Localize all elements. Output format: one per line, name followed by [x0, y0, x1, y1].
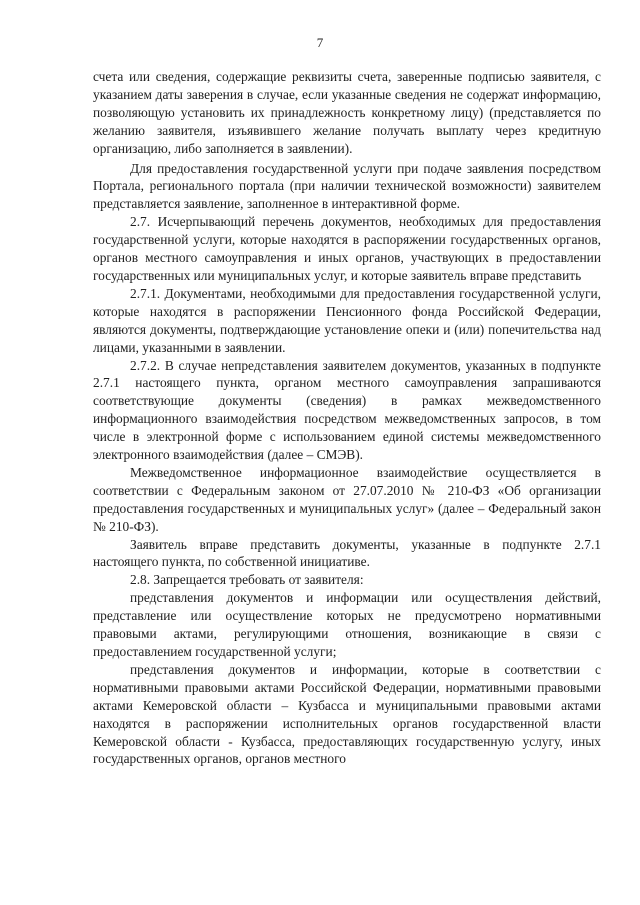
document-body	[93, 68, 601, 768]
paragraph-portal-submission: Для предоставления государственной услуги при подаче заявления посредством Портала, регионального портала (при наличии технической возможности) заявителем представляется заявление, заполненное в интерактивной форме.	[93, 160, 601, 212]
paragraph-account-details: счета или сведения, содержащие реквизиты счета, заверенные подписью заявителя, с указанием даты заверения в случае, если указанные сведения не содержат информацию, позволяющую установить их принадлежность конкретному лицу) (представляется по желанию заявителя, изъявившего желание получать выплату через кредитную организацию, либо заполняется в заявлении).	[93, 69, 601, 156]
page-number: 7	[316, 35, 324, 50]
paragraph-own-initiative: Заявитель вправе представить документы, указанные в подпункте 2.7.1 настоящего пункта, по собственной инициативе.	[93, 536, 601, 570]
paragraph-2-8-heading: 2.8. Запрещается требовать от заявителя:	[130, 572, 364, 588]
paragraph-prohibition-1: представления документов и информации или осуществления действий, представление или осуществление которых не предусмотрено нормативными правовыми актами, регулирующими отношения, возникающие в связи с предоставлением государственной услуги;	[93, 590, 601, 659]
paragraph-2-7-heading: 2.7. Исчерпывающий перечень документов, необходимых для предоставления государственной услуги, которые находятся в распоряжении государственных органов, органов местного самоуправления и иных органов, участвующих в предоставлении государственных или муниципальных услуг, и которые заявитель вправе представить	[93, 214, 601, 283]
paragraph-2-7-1: 2.7.1. Документами, необходимыми для предоставления государственной услуги, которые находятся в распоряжении Пенсионного фонда Российской Федерации, являются документы, подтверждающие установление опеки и (или) попечительства над лицами, указанными в заявлении.	[93, 285, 601, 355]
paragraph-prohibition-2: представления документов и информации, которые в соответствии с нормативными правовыми актами Российской Федерации, нормативными правовыми актами Кемеровской области – Кузбасса и муниципальными правовыми актами находятся в распоряжении исполнительных органов государственной власти Кемеровской области - Кузбасса, предоставляющих государственную услугу, иных государственных органов, органов местного	[93, 661, 601, 767]
paragraph-interagency-cooperation: Межведомственное информационное взаимодействие осуществляется в соответствии с Федеральным законом от 27.07.2010 № 210-ФЗ «Об организации предоставления государственных и муниципальных услуг» (далее – Федеральный закон № 210-ФЗ).	[93, 464, 601, 534]
paragraph-2-7-2: 2.7.2. В случае непредставления заявителем документов, указанных в подпункте 2.7.1 настоящего пункта, органом местного самоуправления запрашиваются соответствующие документы (сведения) в рамках межведомственного информационного взаимодействия посредством межведомственных запросов, в том числе в электронной форме с использованием единой системы межведомственного электронного взаимодействия (далее – СМЭВ).	[93, 357, 601, 463]
